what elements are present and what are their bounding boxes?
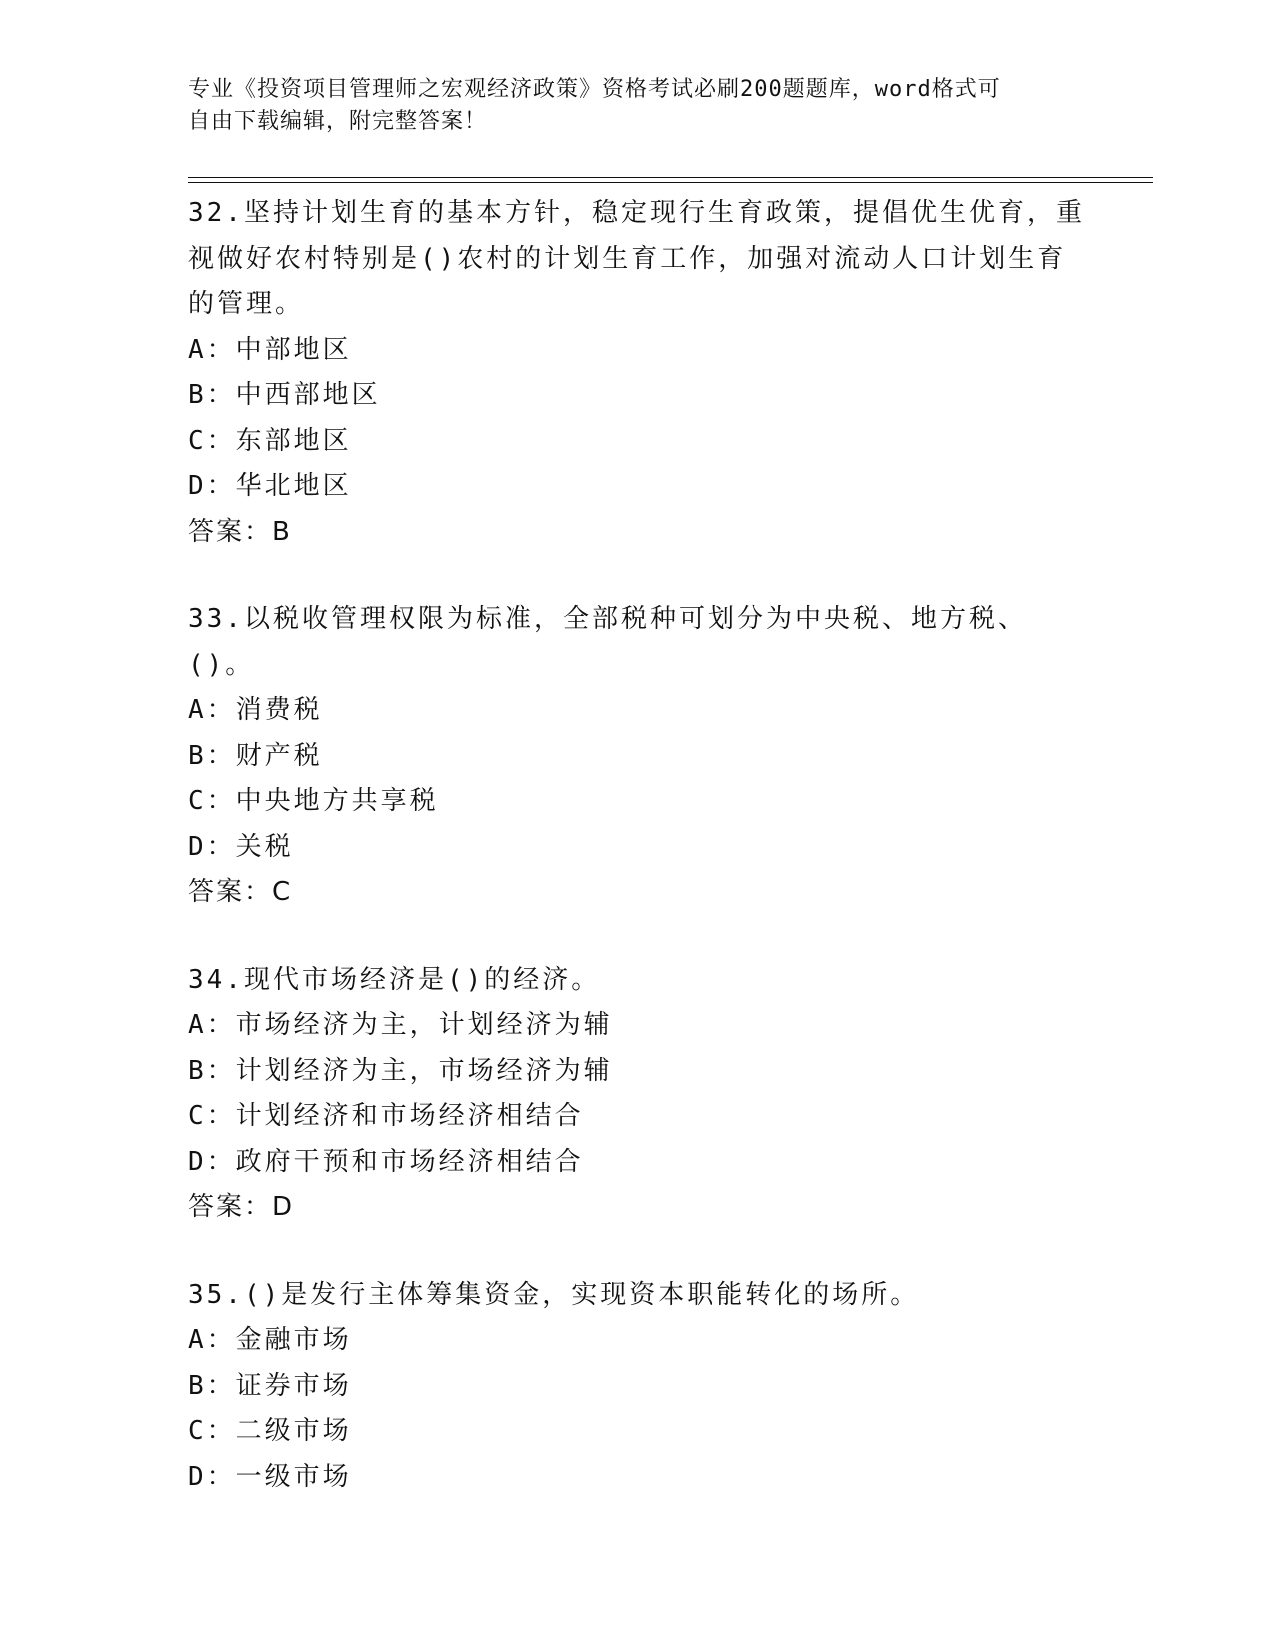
option-text: 中部地区 <box>235 334 352 365</box>
question-text: 35.()是发行主体筹集资金，实现资本职能转化的场所。 <box>188 1279 920 1310</box>
option-a <box>188 1003 1088 1049</box>
option-text: 一级市场 <box>235 1461 352 1492</box>
option-a <box>188 328 1088 374</box>
option-d <box>188 1140 1088 1186</box>
option-text: 证券市场 <box>235 1370 352 1401</box>
option-text: 关税 <box>235 831 294 862</box>
option-d <box>188 1455 1088 1501</box>
question-34 <box>188 958 1088 1231</box>
option-text: 华北地区 <box>235 471 352 501</box>
option-a <box>188 688 1088 734</box>
question-text: 32.坚持计划生育的基本方针，稳定现行生育政策，提倡优生优育，重视做好农村特别是()农村的计划生育工作，加强对流动人口计划生育的管理。 <box>188 198 1085 319</box>
option-key: D： <box>188 471 236 501</box>
answer-line: 答案：B <box>188 516 292 547</box>
question-text: 33.以税收管理权限为标准，全部税种可划分为中央税、地方税、()。 <box>188 604 1027 680</box>
option-d <box>188 825 1088 871</box>
option-key: C： <box>188 1416 236 1446</box>
option-key: B： <box>188 740 236 771</box>
header-line-2: 自由下载编辑，附完整答案！ <box>188 109 488 134</box>
option-text: 计划经济为主，市场经济为辅 <box>235 1055 613 1086</box>
option-key: B： <box>188 1055 236 1086</box>
question-list <box>188 191 1088 1542</box>
option-text: 中西部地区 <box>235 380 381 410</box>
option-key: D： <box>188 831 236 862</box>
option-key: A： <box>188 334 236 365</box>
option-b <box>188 1364 1088 1410</box>
option-text: 中央地方共享税 <box>235 786 439 816</box>
question-text: 34.现代市场经济是()的经济。 <box>188 964 601 995</box>
question-35 <box>188 1273 1088 1501</box>
answer-line: 答案：C <box>188 877 293 907</box>
option-text: 计划经济和市场经济相结合 <box>235 1101 584 1131</box>
option-b <box>188 373 1088 419</box>
option-text: 财产税 <box>235 740 323 771</box>
option-key: B： <box>188 380 236 410</box>
answer-line: 答案：D <box>188 1192 295 1222</box>
option-key: A： <box>188 695 236 725</box>
option-key: D： <box>188 1461 236 1492</box>
option-text: 消费税 <box>235 695 323 725</box>
header-divider-bottom <box>188 182 1153 183</box>
option-c <box>188 1094 1088 1140</box>
option-text: 金融市场 <box>235 1325 352 1355</box>
question-33 <box>188 597 1088 916</box>
option-c <box>188 419 1088 465</box>
option-key: A： <box>188 1325 236 1355</box>
option-b <box>188 734 1088 780</box>
document-header <box>188 74 1088 138</box>
option-key: C： <box>188 1101 236 1131</box>
option-text: 政府干预和市场经济相结合 <box>235 1146 584 1177</box>
option-key: A： <box>188 1010 236 1040</box>
option-text: 东部地区 <box>235 425 352 456</box>
option-c <box>188 1409 1088 1455</box>
option-key: D： <box>188 1146 236 1177</box>
option-key: C： <box>188 425 236 456</box>
option-text: 二级市场 <box>235 1416 352 1446</box>
question-32 <box>188 191 1088 555</box>
option-b <box>188 1049 1088 1095</box>
option-a <box>188 1318 1088 1364</box>
option-key: B： <box>188 1370 236 1401</box>
option-key: C： <box>188 786 236 816</box>
header-line-1: 专业《投资项目管理师之宏观经济政策》资格考试必刷200题题库，word格式可 <box>188 77 1001 102</box>
header-divider-top <box>188 177 1153 178</box>
option-text: 市场经济为主，计划经济为辅 <box>235 1010 613 1040</box>
option-c <box>188 779 1088 825</box>
option-d <box>188 464 1088 510</box>
